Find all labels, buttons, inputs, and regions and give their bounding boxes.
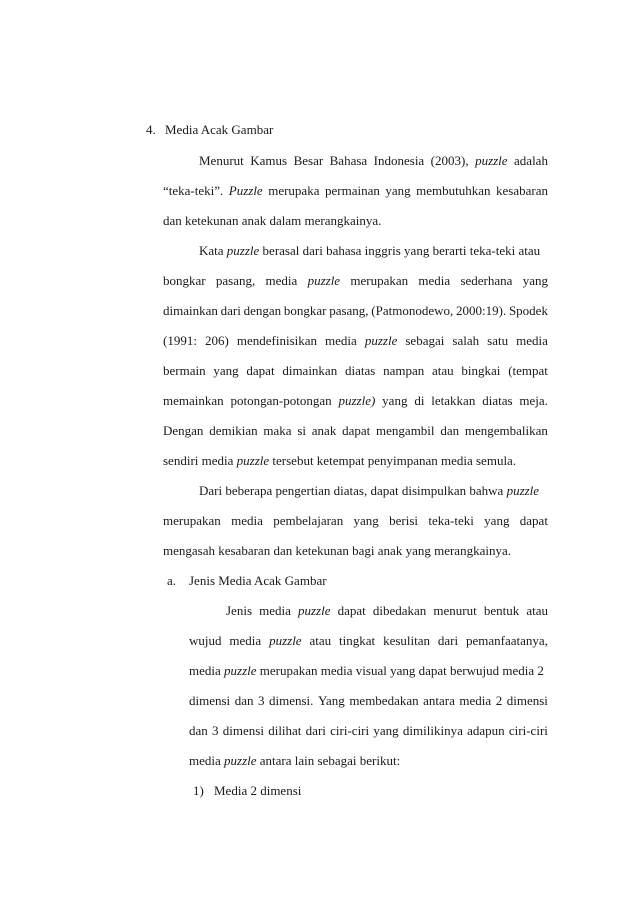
word: atau: [309, 633, 332, 648]
word: ciri-ciri: [330, 723, 370, 738]
word: dimainkan: [282, 363, 338, 378]
word: dengan: [243, 303, 282, 318]
word: atau: [432, 363, 454, 378]
word: dimainkan: [163, 303, 218, 318]
paragraph-4-line-5: [189, 723, 548, 739]
word: merupaka: [268, 183, 320, 198]
paragraph-2-line-1: [199, 243, 540, 259]
word: pemanfaatanya,: [466, 633, 548, 648]
word: mengambil: [376, 423, 435, 438]
word: mengembalikan: [464, 423, 548, 438]
section-title: Media Acak Gambar: [165, 122, 274, 137]
word: (2003),: [430, 153, 469, 168]
word: dapat: [337, 603, 366, 618]
italic-term: puzzle: [224, 663, 257, 678]
word: wujud: [189, 633, 222, 648]
word: media: [259, 603, 291, 618]
paragraph-3-line-3: mengasah kesabaran dan ketekunan bagi anak yang merangkainya.: [163, 543, 511, 558]
word: Indonesia: [373, 153, 425, 168]
word: “teka-teki”.: [163, 183, 224, 198]
word: pasang,: [329, 303, 369, 318]
word: memainkan: [163, 393, 224, 408]
paragraph-4-line-3: [189, 663, 544, 679]
paragraph-2-line-7: [163, 423, 548, 439]
word: dan: [189, 723, 208, 738]
word: menurut: [433, 603, 477, 618]
word: demikian: [209, 423, 258, 438]
word: kesabaran: [496, 183, 548, 198]
paragraph-2-line-4: [163, 333, 548, 349]
word: Kamus: [250, 153, 288, 168]
word: meja.: [519, 393, 548, 408]
word-italic: Puzzle: [228, 183, 263, 198]
paragraph-4-line-1: [226, 603, 548, 619]
word: Spodek: [508, 303, 548, 318]
text: antara lain sebagai berikut:: [256, 753, 401, 768]
word: permainan: [324, 183, 380, 198]
word: dari: [220, 303, 241, 318]
word: dapat: [519, 513, 548, 528]
word: sebagai: [405, 333, 445, 348]
word: adalah: [514, 153, 548, 168]
word-italic: puzzle: [364, 333, 398, 348]
word: media: [229, 633, 262, 648]
word: teka-teki: [428, 513, 474, 528]
paragraph-2-line-8: [163, 453, 516, 469]
italic-term: puzzle: [226, 243, 260, 258]
word: media: [516, 333, 548, 348]
word: yang: [484, 513, 510, 528]
word: dapat: [246, 363, 275, 378]
word: Menurut: [199, 153, 244, 168]
word-italic: puzzle: [269, 633, 302, 648]
word: maka: [263, 423, 292, 438]
paragraph-4-line-2: [189, 633, 548, 649]
subsection-label: a.: [167, 573, 177, 588]
word: atau: [526, 603, 548, 618]
word: 3: [212, 723, 219, 738]
word: dimensi: [189, 693, 231, 708]
word: 2: [495, 693, 503, 708]
word: tingkat: [339, 633, 376, 648]
word: bongkar: [283, 303, 327, 318]
word: merupakan: [163, 513, 221, 528]
word: antara: [423, 693, 455, 708]
text: Kata: [199, 243, 227, 258]
word: nampan: [383, 363, 425, 378]
word: dari: [437, 633, 459, 648]
list-item-title: Media 2 dimensi: [214, 783, 302, 798]
word-italic: puzzle: [307, 273, 341, 288]
word: yang: [382, 393, 408, 408]
word: Dengan: [163, 423, 204, 438]
paragraph-1-line-3: dan ketekunan anak dalam merangkainya.: [163, 213, 382, 228]
word: bermain: [163, 363, 206, 378]
word: di: [414, 393, 425, 408]
word: media: [325, 333, 357, 348]
word: diatas: [344, 363, 376, 378]
word: merupakan: [350, 273, 409, 288]
word: Jenis: [226, 603, 252, 618]
word: pasang,: [215, 273, 256, 288]
word: Yang: [317, 693, 345, 708]
word: dibedakan: [372, 603, 427, 618]
paragraph-2-line-2: [163, 273, 548, 289]
word: anak: [311, 423, 337, 438]
word: dapat: [342, 423, 371, 438]
word-italic: puzzle): [338, 393, 376, 408]
word-italic: puzzle: [297, 603, 331, 618]
word: yang: [385, 183, 411, 198]
paragraph-2-line-5: [163, 363, 548, 379]
text: merupakan media visual yang dapat berwujud media 2: [256, 663, 544, 678]
paragraph-4-line-6: [189, 753, 400, 769]
word: bentuk: [483, 603, 520, 618]
word: media: [418, 273, 451, 288]
word: dimilikinya: [402, 723, 463, 738]
word: dari: [305, 723, 326, 738]
word: media: [231, 513, 263, 528]
word: Bahasa: [329, 153, 368, 168]
word: media: [265, 273, 298, 288]
word: 206): [204, 333, 229, 348]
paragraph-1-line-1: [199, 153, 548, 169]
word: mendefinisikan: [236, 333, 318, 348]
word: bingkai: [461, 363, 501, 378]
word: dan: [234, 693, 254, 708]
paragraph-4-line-4: [189, 693, 548, 709]
word: media: [459, 693, 492, 708]
text: tersebut ketempat penyimpanan media semula.: [269, 453, 517, 468]
paragraph-3-line-1: [199, 483, 539, 499]
word: pembelajaran: [273, 513, 344, 528]
text: media: [189, 663, 225, 678]
word: Besar: [293, 153, 324, 168]
word: yang: [522, 273, 548, 288]
word: dimensi: [506, 693, 548, 708]
word: potongan-potongan: [230, 393, 332, 408]
italic-term: puzzle: [224, 753, 257, 768]
word: berisi: [389, 513, 419, 528]
word: diatas: [482, 393, 513, 408]
word: adapun: [467, 723, 505, 738]
paragraph-3-line-2: [163, 513, 548, 529]
word: 2000:19).: [456, 303, 507, 318]
word: si: [297, 423, 306, 438]
list-item-label: 1): [193, 783, 204, 798]
word: dimensi.: [269, 693, 314, 708]
word: dimensi: [222, 723, 264, 738]
word: membedakan: [349, 693, 419, 708]
text: sendiri media: [163, 453, 237, 468]
italic-term: puzzle: [236, 453, 270, 468]
section-number: 4.: [146, 122, 156, 137]
text: media: [189, 753, 225, 768]
paragraph-1-line-2: [163, 183, 548, 199]
word: satu: [487, 333, 509, 348]
word: (1991:: [163, 333, 197, 348]
word: letakkan: [431, 393, 476, 408]
word: bongkar: [163, 273, 206, 288]
word: membutuhkan: [416, 183, 491, 198]
word: 3: [257, 693, 265, 708]
word: kesulitan: [383, 633, 430, 648]
word-italic: puzzle: [475, 153, 508, 168]
subsection-title: Jenis Media Acak Gambar: [189, 573, 327, 588]
word: (tempat: [508, 363, 548, 378]
word: ciri-ciri: [508, 723, 548, 738]
word: salah: [452, 333, 480, 348]
word: (Patmonodewo,: [371, 303, 454, 318]
word: dan: [440, 423, 460, 438]
text: Dari beberapa pengertian diatas, dapat disimpulkan bahwa: [199, 483, 507, 498]
paragraph-2-line-3: [163, 303, 548, 319]
text: berasal dari bahasa inggris yang berarti teka-teki atau: [259, 243, 541, 258]
word: sederhana: [460, 273, 513, 288]
word: dilihat: [268, 723, 302, 738]
italic-term: puzzle: [506, 483, 540, 498]
word: yang: [213, 363, 239, 378]
word: yang: [353, 513, 379, 528]
paragraph-2-line-6: [163, 393, 548, 409]
word: yang: [373, 723, 399, 738]
